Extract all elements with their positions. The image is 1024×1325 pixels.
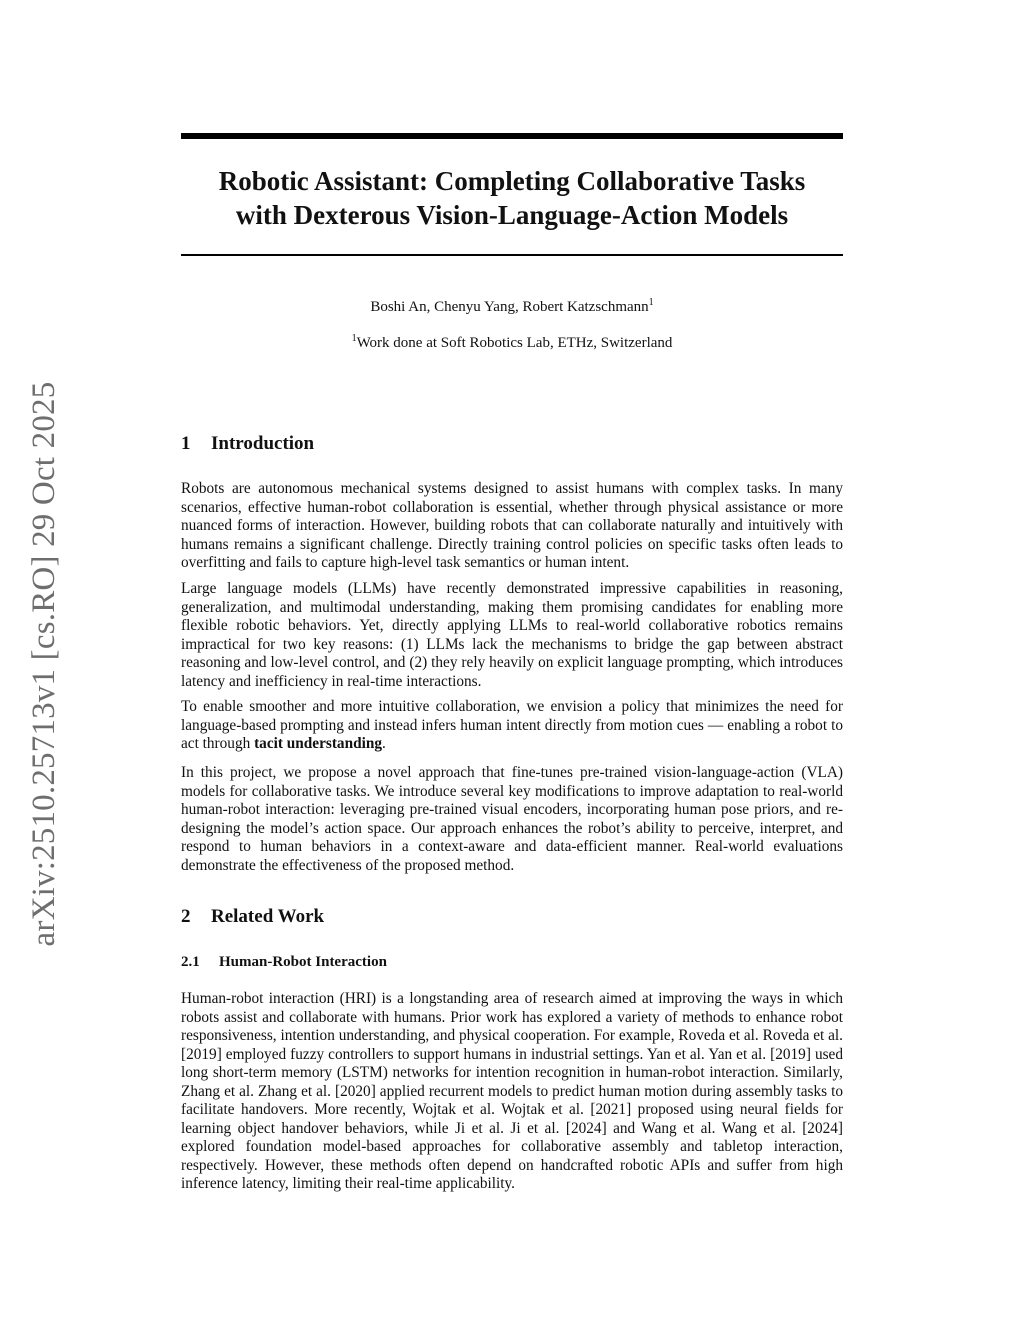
- title-rule-bottom: [181, 254, 843, 256]
- affiliation: [181, 333, 843, 353]
- intro-paragraph-3: [181, 698, 843, 754]
- intro-p3-end: .: [382, 735, 386, 752]
- arxiv-identifier[interactable]: arXiv:2510.25713v1 [cs.RO] 29 Oct 2025: [26, 381, 62, 947]
- section-heading-introduction: [181, 432, 314, 456]
- authors-text: Boshi An, Chenyu Yang, Robert Katzschmann: [370, 299, 649, 315]
- section-title: Introduction: [211, 433, 315, 454]
- subsection-heading-hri: [181, 952, 387, 972]
- tacit-understanding-emphasis: tacit understanding: [254, 735, 382, 752]
- section-number: 1: [181, 433, 191, 454]
- title-line-2: with Dexterous Vision-Language-Action Models: [235, 200, 789, 230]
- intro-paragraph-2: Large language models (LLMs) have recently demonstrated impressive capabilities in reasoning, generalization, and multimodal understanding, making them promising candidates for enabling more flexible robotic behaviors. Yet, directly applying LLMs to real-world collaborative robotics remains impractical for two key reasons: (1) LLMs lack the mechanisms to bridge the gap between abstract reasoning and low-level control, and (2) they rely heavily on explicit language prompting, which introduces latency and inefficiency in real-time interactions.: [181, 580, 843, 690]
- author-list: [181, 297, 843, 317]
- related-work-paragraph-1: Human-robot interaction (HRI) is a longstanding area of research aimed at improving the ways in which robots assist and collaborate with humans. Prior work has explored a variety of methods to enhance robot responsiveness, intention understanding, and physical cooperation. For example, Roveda et al. Roveda et al. [2019] employed fuzzy controllers to support humans in industrial settings. Yan et al. Yan et al. [2019] used long short-term memory (LSTM) networks for intention recognition in human-robot interaction. Similarly, Zhang et al. Zhang et al. [2020] applied recurrent models to predict human motion during assembly tasks to facilitate handovers. More recently, Wojtak et al. Wojtak et al. [2021] proposed using neural fields for learning object handover behaviors, while Ji et al. Ji et al. [2024] and Wang et al. Wang et al. [2024] explored foundation model-based approaches for collaborative assembly and tabletop interaction, respectively. However, these methods often depend on handcrafted robotic APIs and suffer from high inference latency, limiting their real-time applicability.: [181, 990, 843, 1192]
- subsection-number: 2.1: [181, 954, 200, 970]
- affiliation-mark: 1: [351, 333, 357, 344]
- intro-paragraph-4: In this project, we propose a novel approach that fine-tunes pre-trained vision-language-action (VLA) models for collaborative tasks. We introduce several key modifications to improve adaptation to real-world human-robot interaction: leveraging pre-trained visual encoders, incorporating human pose priors, and re-designing the model’s action space. Our approach enhances the robot’s ability to perceive, interpret, and respond to human behaviors in a context-aware and data-efficient manner. Real-world evaluations demonstrate the effectiveness of the proposed method.: [181, 764, 843, 874]
- section-heading-related-work: [181, 905, 324, 929]
- intro-paragraph-1: Robots are autonomous mechanical systems designed to assist humans with complex tasks. In many scenarios, effective human-robot collaboration is essential, whether through physical assistance or more nuanced forms of interaction. However, building robots that can collaborate naturally and intuitively with humans remains a significant challenge. Directly training control policies on specific tasks often leads to overfitting and fails to capture high-level task semantics or human intent.: [181, 480, 843, 571]
- title-line-1: Robotic Assistant: Completing Collaborative Tasks: [218, 166, 806, 196]
- paper-title: [181, 164, 843, 232]
- section-title: Related Work: [211, 906, 325, 927]
- title-rule-top: [181, 133, 843, 139]
- author-affiliation-mark: 1: [648, 297, 654, 308]
- subsection-title: Human-Robot Interaction: [219, 954, 387, 970]
- section-number: 2: [181, 906, 191, 927]
- intro-p3-text: To enable smoother and more intuitive collaboration, we envision a policy that minimizes the need for language-based prompting and instead infers human intent directly from motion cues — enabling a robot to act through: [181, 698, 843, 752]
- affiliation-text: Work done at Soft Robotics Lab, ETHz, Switzerland: [356, 335, 673, 351]
